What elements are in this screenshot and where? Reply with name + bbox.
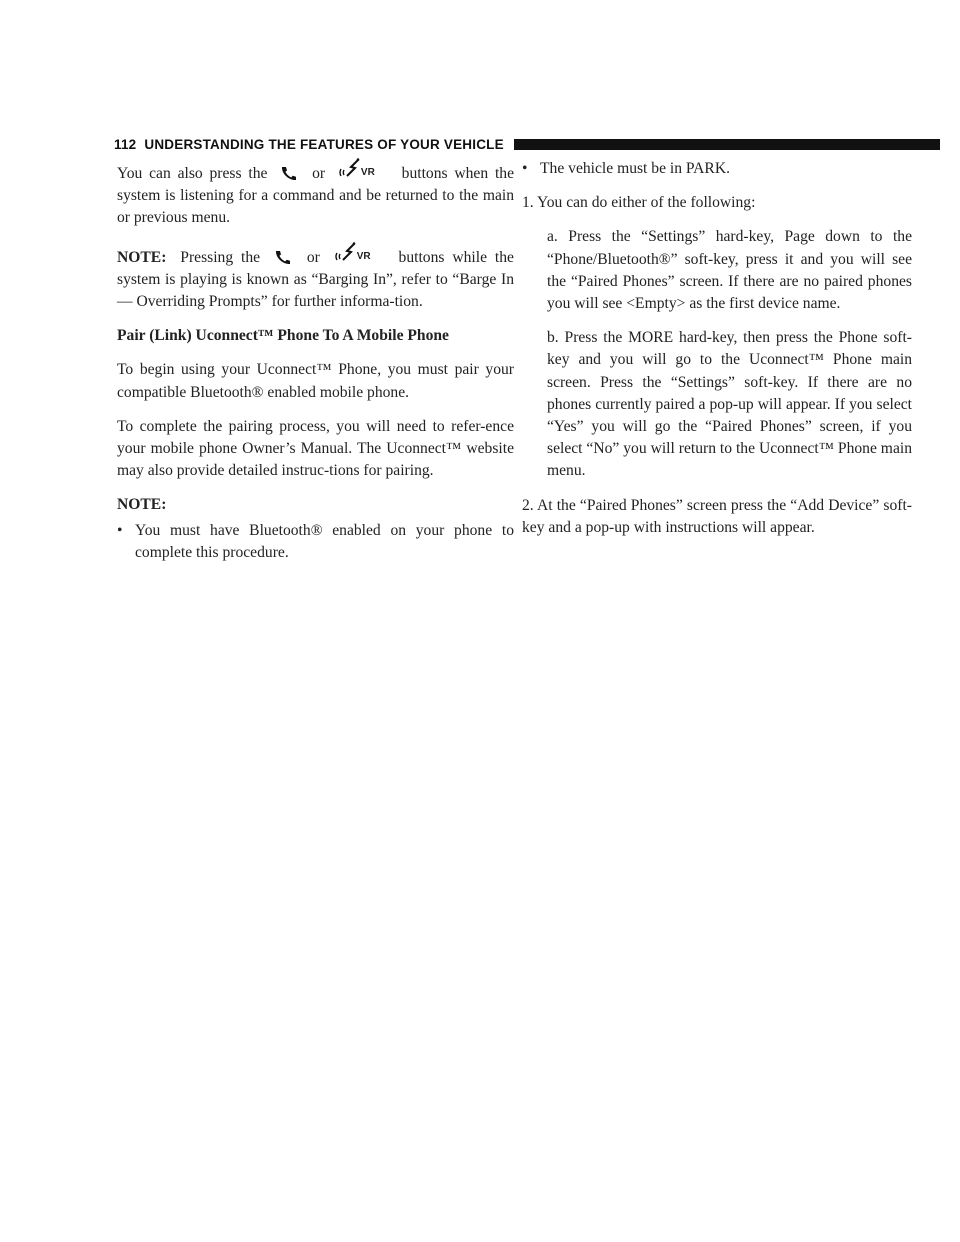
vr-label: VR: [356, 250, 371, 262]
step-1b: b. Press the MORE hard-key, then press the Phone soft-key and you will go to the Uconnect™ Phone main screen. Press the “Settings” soft-key. If there are no phones currently paired a pop-up will appear. If you select “Yes” you will go the “Paired Phones” screen, if you select “No” you will return to the Uconnect™ Phone main menu.: [547, 329, 912, 480]
right-column: [522, 158, 912, 551]
step-1: 1. You can do either of the following:: [522, 194, 756, 212]
phone-icon: [280, 166, 297, 181]
text-span: buttons while the system is playing is known as “Barging In”, refer to “Barge In — Overriding Prompts” for further informa-tion.: [117, 248, 514, 311]
page-number: 112: [114, 136, 137, 152]
paragraph-complete-pairing: To complete the pairing process, you will need to refer-ence your mobile phone Owner’s Manual. The Uconnect™ website may also provide detailed instruc-tions for pairing.: [117, 417, 514, 480]
voice-recognition-icon: [334, 242, 371, 262]
vr-label: VR: [360, 167, 375, 178]
step-1a: a. Press the “Settings” hard-key, Page down to the “Phone/Bluetooth®” soft-key, press it and you will see the “Paired Phones” screen. If there are no paired phones you will see <Empty> as the first device name.: [547, 228, 912, 313]
step-2: 2. At the “Paired Phones” screen press the “Add Device” soft-key and a pop-up with instructions will appear.: [522, 496, 912, 536]
section-title: UNDERSTANDING THE FEATURES OF YOUR VEHICLE: [144, 136, 504, 152]
bullet-symbol: •: [117, 521, 123, 539]
note-barging-in: [117, 242, 514, 314]
page-header: [114, 135, 940, 153]
phone-icon: [274, 250, 291, 265]
text-span: You can also press the: [117, 165, 268, 182]
bullet-text: The vehicle must be in PARK.: [540, 160, 730, 177]
left-column: [117, 158, 514, 576]
bullet-item: [117, 520, 514, 564]
note-label: NOTE:: [117, 248, 167, 266]
bullet-item: [522, 158, 912, 180]
text-span: or: [312, 165, 326, 182]
bullet-symbol: •: [522, 160, 528, 177]
text-span: Pressing the: [180, 248, 261, 266]
paragraph-begin-pairing: To begin using your Uconnect™ Phone, you must pair your compatible Bluetooth® enabled mobile phone.: [117, 361, 514, 401]
paragraph-return-menu: [117, 158, 514, 230]
note-label: NOTE:: [117, 496, 167, 514]
section-heading: Pair (Link) Uconnect™ Phone To A Mobile Phone: [117, 327, 449, 345]
text-span: buttons when the system is listening for a command and be returned to the main or previous menu.: [117, 165, 515, 227]
bullet-text: You must have Bluetooth® enabled on your phone to complete this procedure.: [135, 521, 514, 561]
header-rule: [514, 139, 940, 150]
text-span: or: [306, 248, 320, 266]
voice-recognition-icon: [338, 158, 375, 178]
